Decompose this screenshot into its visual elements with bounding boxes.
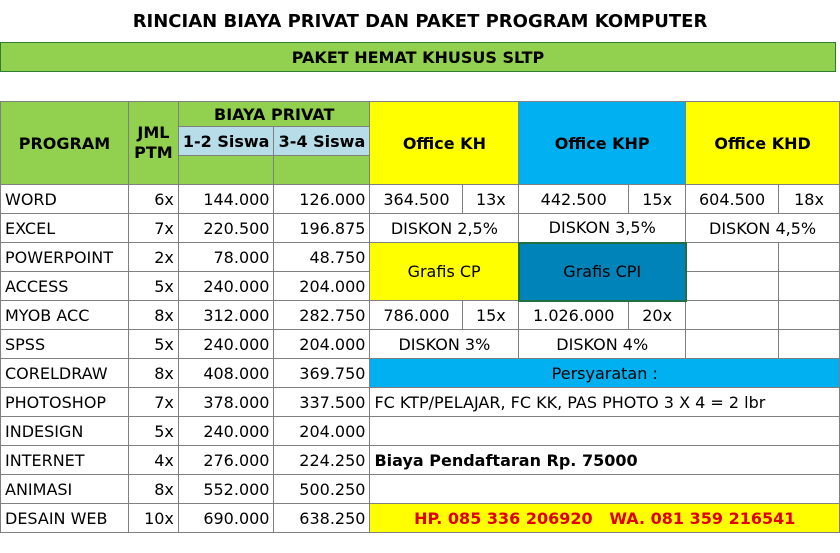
cpi-diskon-cell: DISKON 4% [519,330,686,359]
table-row [1,214,840,243]
table-row [1,475,840,504]
price-3-4-cell: 126.000 [274,185,370,214]
header-office-kh: Office KH [370,102,519,185]
price-3-4-cell: 196.875 [274,214,370,243]
ptm-cell: 8x [128,475,178,504]
program-cell: INDESIGN [1,417,129,446]
ptm-cell: 7x [128,388,178,417]
program-cell: MYOB ACC [1,301,129,330]
price-3-4-cell: 638.250 [274,504,370,533]
grafis-cpi-cell[interactable]: Grafis CPI [519,243,686,301]
biaya-pendaftaran: Biaya Pendaftaran Rp. 75000 [370,446,840,475]
header-jml-ptm [128,102,178,185]
ptm-cell: 4x [128,446,178,475]
table-row [1,243,840,272]
kh-price-cell: 364.500 [370,185,463,214]
price-3-4-cell: 204.000 [274,417,370,446]
ptm-cell: 5x [128,330,178,359]
empty-cell [686,243,779,272]
persyaratan-header: Persyaratan : [370,359,840,388]
cp-ptm-cell: 15x [463,301,519,330]
price-1-2-cell: 276.000 [178,446,274,475]
khd-ptm-cell: 18x [779,185,840,214]
price-3-4-cell: 500.250 [274,475,370,504]
table-row [1,417,840,446]
empty-cell [779,272,840,301]
header-biaya-privat: BIAYA PRIVAT [178,102,370,127]
ptm-cell: 2x [128,243,178,272]
ptm-cell: 6x [128,185,178,214]
program-cell: EXCEL [1,214,129,243]
header-jml: JML [137,123,170,142]
table-row [1,504,840,533]
empty-cell [779,330,840,359]
header-ptm: PTM [134,143,173,162]
program-cell: CORELDRAW [1,359,129,388]
table-row [1,359,840,388]
ptm-cell: 5x [128,272,178,301]
cpi-ptm-cell: 20x [629,301,686,330]
empty-cell [779,301,840,330]
ptm-cell: 7x [128,214,178,243]
price-1-2-cell: 552.000 [178,475,274,504]
price-3-4-cell: 204.000 [274,330,370,359]
page-subtitle: PAKET HEMAT KHUSUS SLTP [0,42,836,72]
table-row [1,301,840,330]
header-office-khd: Office KHD [686,102,840,185]
header-siswa-3-4: 3-4 Siswa [274,127,370,156]
header-spacer-2 [274,156,370,185]
empty-cell [686,272,779,301]
table-row [1,388,840,417]
empty-cell [370,417,840,446]
ptm-cell: 5x [128,417,178,446]
program-cell: WORD [1,185,129,214]
cp-price-cell: 786.000 [370,301,463,330]
program-cell: PHOTOSHOP [1,388,129,417]
khd-diskon-cell: DISKON 4,5% [686,214,840,243]
price-1-2-cell: 144.000 [178,185,274,214]
price-1-2-cell: 378.000 [178,388,274,417]
table-row [1,446,840,475]
price-1-2-cell: 240.000 [178,272,274,301]
empty-cell [686,301,779,330]
empty-cell [779,243,840,272]
program-cell: INTERNET [1,446,129,475]
table-row [1,185,840,214]
header-row-1 [1,102,840,127]
price-1-2-cell: 312.000 [178,301,274,330]
table-row [1,330,840,359]
price-1-2-cell: 408.000 [178,359,274,388]
price-3-4-cell: 48.750 [274,243,370,272]
khd-price-cell: 604.500 [686,185,779,214]
program-cell: ANIMASI [1,475,129,504]
header-spacer-1 [178,156,274,185]
header-office-khp: Office KHP [519,102,686,185]
contact-info: HP. 085 336 206920 WA. 081 359 216541 [370,504,840,533]
price-3-4-cell: 204.000 [274,272,370,301]
price-1-2-cell: 240.000 [178,417,274,446]
program-cell: DESAIN WEB [1,504,129,533]
price-3-4-cell: 282.750 [274,301,370,330]
empty-cell [370,475,840,504]
price-table [0,101,840,533]
persyaratan-text: FC KTP/PELAJAR, FC KK, PAS PHOTO 3 X 4 = 2 lbr [370,388,840,417]
price-1-2-cell: 690.000 [178,504,274,533]
program-cell: ACCESS [1,272,129,301]
price-3-4-cell: 337.500 [274,388,370,417]
cpi-price-cell: 1.026.000 [519,301,629,330]
header-siswa-1-2: 1-2 Siswa [178,127,274,156]
khp-diskon-cell: DISKON 3,5% [519,214,686,243]
khp-ptm-cell: 15x [629,185,686,214]
page-title: RINCIAN BIAYA PRIVAT DAN PAKET PROGRAM KOMPUTER [0,0,840,42]
empty-cell [686,330,779,359]
header-program: PROGRAM [1,102,129,185]
price-3-4-cell: 369.750 [274,359,370,388]
khp-price-cell: 442.500 [519,185,629,214]
ptm-cell: 10x [128,504,178,533]
kh-ptm-cell: 13x [463,185,519,214]
ptm-cell: 8x [128,359,178,388]
price-1-2-cell: 220.500 [178,214,274,243]
price-1-2-cell: 78.000 [178,243,274,272]
price-1-2-cell: 240.000 [178,330,274,359]
kh-diskon-cell: DISKON 2,5% [370,214,519,243]
program-cell: SPSS [1,330,129,359]
grafis-cp-cell: Grafis CP [370,243,519,301]
cp-diskon-cell: DISKON 3% [370,330,519,359]
price-3-4-cell: 224.250 [274,446,370,475]
program-cell: POWERPOINT [1,243,129,272]
ptm-cell: 8x [128,301,178,330]
